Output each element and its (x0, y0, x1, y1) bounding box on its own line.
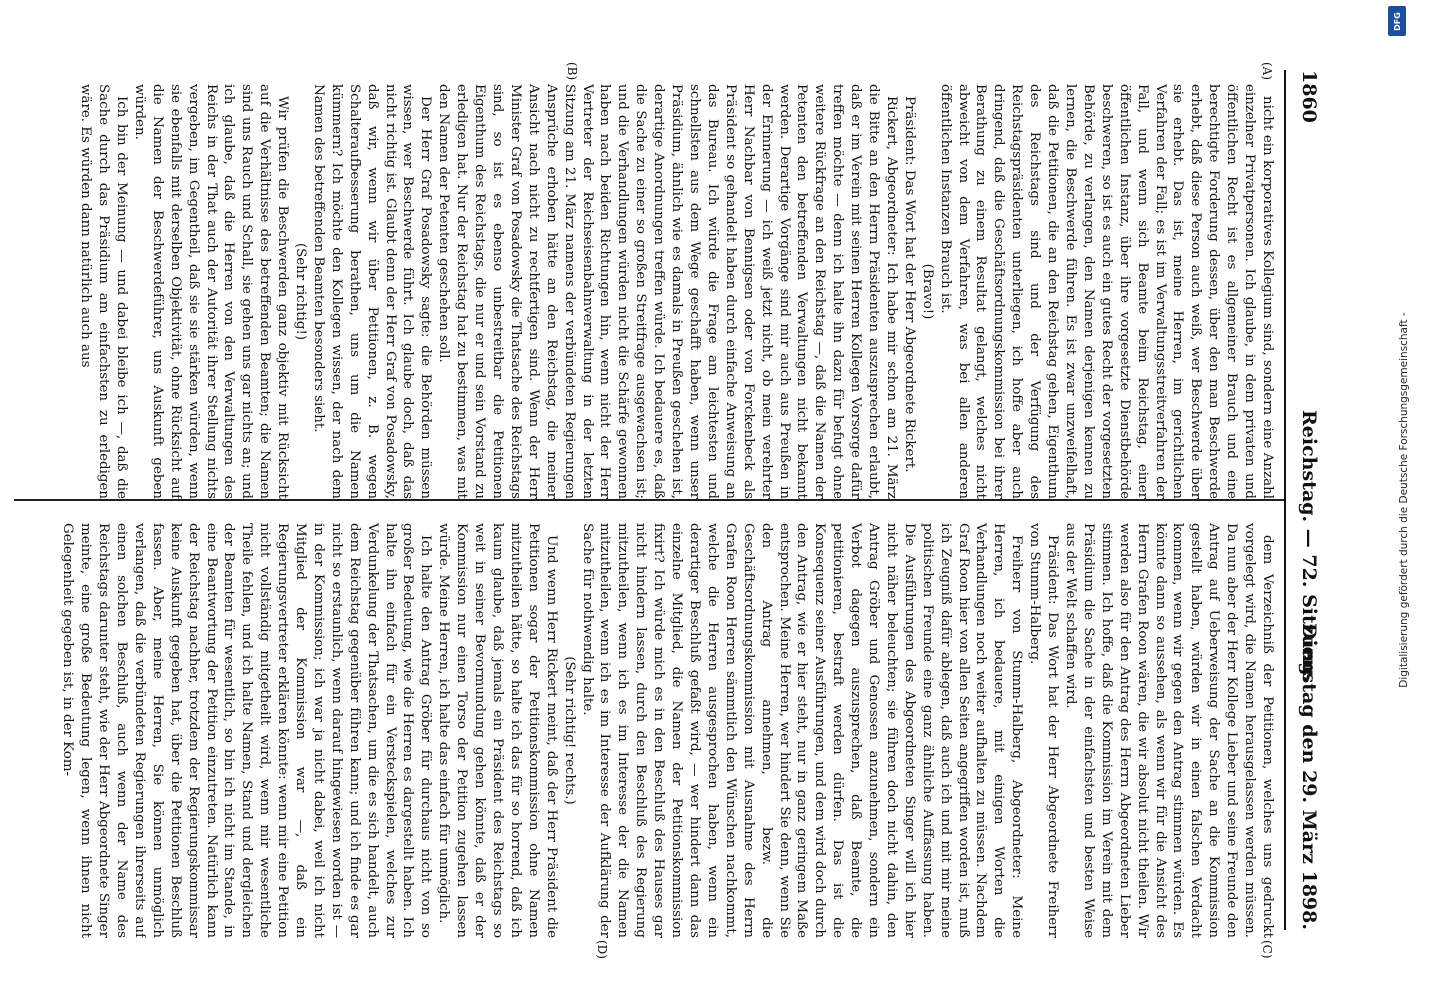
left-column (16, 84, 1276, 499)
margin-mark-b: (B) (565, 62, 579, 81)
session-title: Reichstag. — 72. Sitzung. (1298, 410, 1320, 683)
speaker-intro: Präsident: Das Wort hat der Herr Abgeordnete Rickert. (901, 96, 917, 473)
interjection: (Bravo!) (919, 263, 935, 320)
margin-mark-c: (C) (1260, 940, 1274, 959)
paragraph: Wir prüfen die Beschwerden ganz objektiv mit Rücksicht auf die Verhältnisse des betreffenden Beamten; die Namen sind uns Rauch und Schall, sie gehen uns gar nichts an; und ich glaube, daß die Herren von den Verwaltungen des Reichs in der That auch der Autorität ihrer Stellung nichts vergeben, im Gegentheil, daß sie sie stärken würden, wenn sie ebenfalls mit derselben Objektivität, ohne Rücksicht auf die Namen der Beschwerdeführer, uns Auskunft geben würden. (131, 84, 291, 499)
page-header (1286, 30, 1326, 970)
column-divider (14, 499, 1284, 501)
margin-mark-d: (D) (595, 940, 609, 959)
header-rule (1284, 70, 1286, 930)
page-number: 1860 (1298, 70, 1320, 123)
paragraph: Ich halte den Antrag Gröber für durchaus nicht von so großer Bedeutung, wie die Herren es dargestellt haben. Ich halte ihn einfach für ein Versteckspielen, welches zur Verdunkelung der Thatsachen, um die es sich handelt, auch dem Reichstag gegenüber führen kann; und ich finde es gar nicht so erstaunlich, wenn darauf hingewiesen worden ist — in der Kommission; ich war ja nicht dabei, weil ich nicht Mitglied der Kommission war —, daß ein Regierungsvertreter erklären könnte: wenn mir eine Petition nicht vollständig mitgetheilt wird, wenn mir wesentliche Theile fehlen, und ich halte Namen, Stand und dergleichen der Beamten für wesentlich, so bin ich nicht im Stande, in eine Beantwortung der Petition einzutreten. Natürlich kann der Reichstag nachher, trotzdem der Regierungskommissar keine Auskunft gegeben hat, über die Petitionen Beschluß fassen. Aber, meine Herren, Sie können unmöglich verlangen, daß die verbündeten Regierungen ihrerseits auf einen solchen Beschluß, auch wenn der Name des Reichstags darunter steht, wie der Herr Abgeordnete Singer meinte, eine große Bedeutung legen, wenn ihnen nicht Gelegenheit gegeben ist, in der Kom- (60, 523, 434, 938)
paragraph: Freiherr von Stumm-Halberg, Abgeordneter: Meine Herren, ich bedauere, mit einigen Worten die Verhandlungen noch weiter aufhalten zu müssen. Nachdem Graf Roon hier von allen Seiten angegriffen worden ist, muß ich Zeugniß dafür ablegen, daß auch ich und mit mir meine politischen Freunde eine ganz ähnliche Auffassung haben. Die Ausführungen des Abgeordneten Singer will ich hier nicht näher beleuchten; sie führen doch nicht dahin, den Antrag Gröber und Genossen anzunehmen, sondern ein Verbot dagegen auszusprechen, daß Beamte, die petitionieren, bestraft werden dürfen. Das ist die Konsequenz seiner Ausführungen, und dem wird doch durch den Antrag, wie er hier steht, nur in ganz geringem Maße entsprochen. Meine Herren, wer hindert Sie denn, wenn Sie den Antrag annehmen, bezw. die Geschäftsordnungskommission mit Ausnahme des Herrn Grafen Roon Herren sämmtlich den Wünschen nachkommt, welche die Herren ausgesprochen haben, wenn ein derartiger Beschluß gefaßt wird, — wer hindert dann das einzelne Mitglied, die Namen der Petitionskommission fixirt? Ich würde mich es in den Beschluß des Hauses gar nicht hindern lassen, durch den Beschluß des Regierung mitzutheilen, wenn ich es im Interesse der die Namen mitzutheilen, wenn ich es im Interesse der Aufklärung der Sache für nothwendig halte. (579, 523, 1025, 938)
paragraph: Der Herr Graf Posadowsky sagte: die Behörden müssen wissen, wer Beschwerde führt. Ich glaube doch, daß das nicht richtig ist. Glaubt denn der Herr Graf von Posadowsky, daß wir, wenn wir über Petitionen, z. B. wegen Schalteraufbesserung berathen, uns um die Namen kümmern? Ich möchte den Kollegen wissen, der nach dem Namen des betreffenden Beamten besonders sieht. (310, 84, 434, 499)
paragraph: dem Verzeichniß der Petitionen, welches uns gedruckt vorgelegt wird, die Namen herausgelassen werden müssen. Da nun aber der Herr Kollege Lieber und seine Freunde den Antrag auf Ueberweisung der Sache an die Kommission gestellt haben, würden wir in einen falschen Verdacht kommen, wenn wir gegen den Antrag stimmen würden. Es könnte dann so aussehen, als wenn wir für die Ansicht des Herrn Grafen Roon wären, die wir absolut nicht theilen. Wir werden also für den Antrag des Herrn Abgeordneten Lieber stimmen. Ich hoffe, daß die Kommission im Verein mit dem Präsidium die Sache in der einfachsten und besten Weise aus der Welt schaffen wird. (1063, 523, 1275, 938)
dfg-logo-icon: DFG (1388, 6, 1406, 36)
funding-credit-text: Digitalisierung gefördert durch die Deutsche Forschungsgemeinschaft - (1398, 312, 1410, 688)
session-date: Dienstag den 29. März 1898. (1298, 622, 1320, 930)
margin-mark-a: (A) (1260, 62, 1274, 81)
paragraph: nicht ein korporatives Kollegium sind, sondern eine Anzahl einzelner Privatpersonen. Ich glaube, in dem privaten und öffentlichen Recht ist es allgemeiner Brauch und eine berechtigte Forderung dessen, über den man Beschwerde erhebt, daß diese Person auch weiß, wer Beschwerde über sie erhebt. Das ist, meine Herren, im gerichtlichen Verfahren der Fall; es ist im Verwaltungsstreitverfahren der Fall, und wenn sich Beamte beim Reichstag, einer öffentlichen Instanz, über ihre vorgesetzte Dienstbehörde beschweren, so ist es auch ein gutes Recht der vorgesetzten Behörde, zu verlangen, den Namen derjenigen kennen zu lernen, die Beschwerde führen. Es ist zwar unzweifelhaft, daß die Petitionen, die an den Reichstag gehen, Eigenthum des Reichstags sind und der Verfügung des Reichstagspräsidenten unterliegen, ich hoffe aber auch dringend, daß die Geschäftsordnungskommission bei ihrer Berathung zu einem Resultat gelangt, welches nicht abweicht von dem Verfahren, was bei allen anderen öffentlichen Instanzen Brauch ist. (937, 84, 1275, 499)
funding-credit (1374, 0, 1434, 1000)
paragraph: Und wenn Herr Rickert meint, daß der Herr Präsident die Petitionen sogar der Petitionskommission ohne Namen mitzutheilen hätte, so halte ich das für so horrend, daß ich kaum glaube, daß jemals ein Präsident des Reichstags so weit in seiner Bevormundung gehen könnte, daß er der Kommission nur einen Torso der Petition zugehen lassen würde. Meine Herren, ich halte das einfach für unmöglich. (436, 523, 559, 938)
interjection: (Sehr richtig! rechts.) (561, 656, 577, 805)
interjection: (Sehr richtig!) (293, 242, 309, 341)
speaker-intro: Präsident: Das Wort hat der Herr Abgeordnete Freiherr von Stumm-Halberg. (1027, 523, 1061, 938)
paragraph: Ich bin der Meinung — und dabei bleibe ich —, daß die Sache durch das Präsidium am einfachsten zu erledigen wäre. Es würden dann natürlich auch aus (78, 84, 129, 499)
right-column (16, 523, 1276, 938)
paragraph: Rickert, Abgeordneter: Ich habe mir schon am 21. März die Bitte an den Herrn Präsidenten auszusprechen erlaubt, daß er im Verein mit seinen Herren Kollegen Vorsorge dafür treffen möchte — denn ich halte ihn dazu für befugt ohne weitere Rückfrage an den Reichstag —, daß die Namen der Petenten den betreffenden Verwaltungen nicht bekannt werden. Derartige Vorgänge sind mir auch aus Preußen in der Erinnerung — ich weiß jetzt nicht, ob mein verehrter Herr Nachbar von Bennigsen oder von Forckenbeck als Präsident so gehandelt haben durch einfache Anweisung an das Bureau. Ich würde die Frage am leichtesten und schnellsten aus dem Wege geschafft haben, wenn unser Präsidium, ähnlich wie es damals in Preußen geschehen ist, derartige Anordnungen treffen würde. Ich bedauere es, daß die Sache zu einer so großen Streitfrage ausgewachsen ist; und die Verhandlungen würden nicht die Schärfe gewonnen haben nach beiden Richtungen hin, wenn nicht der Herr Vertreter der Reichseisenbahnverwaltung in der letzten Sitzung am 21. März namens der verbündeten Regierungen Ansprüche erhoben hätte an den Reichstag, die meiner Ansicht nach nicht zu rechtfertigen sind. Wenn der Herr Minister Graf von Posadowsky die Thatsache des Reichstags sind, so ist es ebenso unbestreitbar die Petitionen Eigenthum des Reichstags, die nur er und sein Vorstand zu erledigen hat. Nur der Reichstag hat zu bestimmen, was mit den Namen der Petenten geschehen soll. (436, 84, 899, 499)
